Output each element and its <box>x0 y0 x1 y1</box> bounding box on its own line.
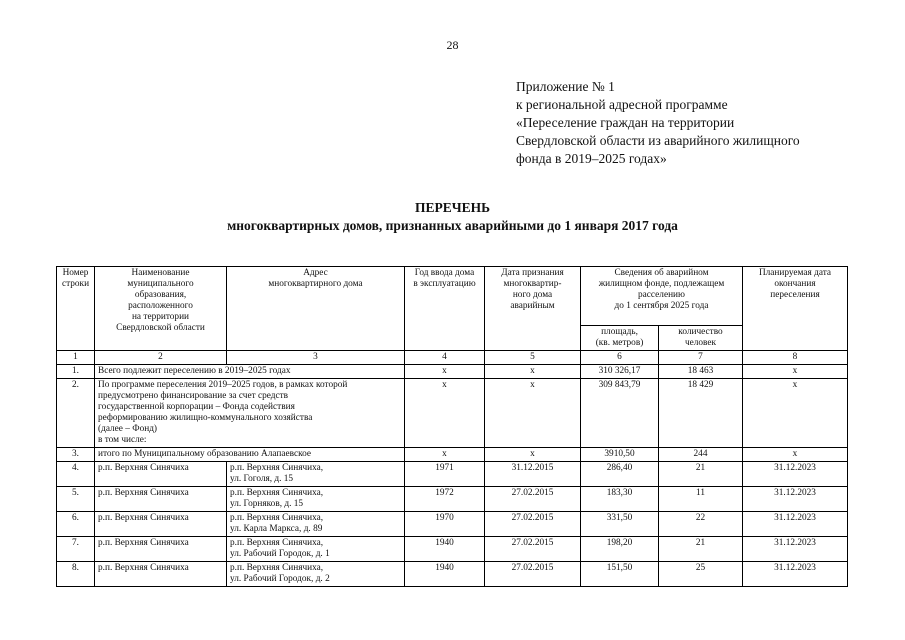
appendix-line: Свердловской области из аварийного жилищного <box>516 133 800 148</box>
cell-line: р.п. Верхняя Синячиха, <box>230 488 324 498</box>
header-people: количество человек <box>659 326 743 351</box>
cell-line: (далее – Фонд) <box>98 424 158 434</box>
planned-date-cell: 31.12.2023 <box>743 562 848 587</box>
column-number: 2 <box>95 351 227 365</box>
area-cell: 198,20 <box>581 537 659 562</box>
summary-description <box>95 448 405 462</box>
cell-line: ул. Гоголя, д. 15 <box>230 474 294 484</box>
area-cell: 309 843,79 <box>581 379 659 448</box>
people-cell: 21 <box>659 537 743 562</box>
header-municipality: Наименование муниципального образования, расположенного на территории Свердловской области <box>95 267 227 351</box>
address-cell <box>227 462 405 487</box>
people-cell: 25 <box>659 562 743 587</box>
recognition-date-cell: 27.02.2015 <box>485 512 581 537</box>
people-cell: 21 <box>659 462 743 487</box>
title-line-2: многоквартирных домов, признанных аварийными до 1 января 2017 года <box>227 218 678 233</box>
housing-register-table <box>56 266 848 587</box>
planned-date-cell: 31.12.2023 <box>743 537 848 562</box>
header-year: Год ввода дома в эксплуатацию <box>405 267 485 351</box>
year-cell: х <box>405 365 485 379</box>
row-number: 5. <box>57 487 95 512</box>
header-address: Адрес многоквартирного дома <box>227 267 405 351</box>
appendix-line: фонда в 2019–2025 годах» <box>516 151 667 166</box>
row-number: 7. <box>57 537 95 562</box>
recognition-date-cell: х <box>485 365 581 379</box>
people-cell: 18 429 <box>659 379 743 448</box>
cell-line: реформированию жилищно-коммунального хозяйства <box>98 413 313 423</box>
house-row <box>57 487 848 512</box>
planned-date-cell: х <box>743 379 848 448</box>
recognition-date-cell: 27.02.2015 <box>485 537 581 562</box>
summary-row <box>57 379 848 448</box>
row-number: 4. <box>57 462 95 487</box>
planned-date-cell: х <box>743 448 848 462</box>
cell-line: ул. Рабочий Городок, д. 2 <box>230 574 330 584</box>
title-line-1: ПЕРЕЧЕНЬ <box>414 200 491 215</box>
year-cell: х <box>405 448 485 462</box>
area-cell: 286,40 <box>581 462 659 487</box>
house-row <box>57 462 848 487</box>
recognition-date-cell: 27.02.2015 <box>485 487 581 512</box>
column-number-row <box>57 351 848 365</box>
summary-row <box>57 448 848 462</box>
recognition-date-cell: х <box>485 379 581 448</box>
column-number: 8 <box>743 351 848 365</box>
summary-row <box>57 365 848 379</box>
planned-date-cell: 31.12.2023 <box>743 462 848 487</box>
year-cell: 1970 <box>405 512 485 537</box>
header-row-number: Номер строки <box>57 267 95 351</box>
people-cell: 11 <box>659 487 743 512</box>
cell-line: итого по Муниципальному образованию Алапаевское <box>98 449 312 459</box>
people-cell: 22 <box>659 512 743 537</box>
row-number: 8. <box>57 562 95 587</box>
cell-line: ул. Рабочий Городок, д. 1 <box>230 549 330 559</box>
header-housing-info: Сведения об аварийном жилищном фонде, подлежащем расселению до 1 сентября 2025 года <box>581 267 743 326</box>
people-cell: 18 463 <box>659 365 743 379</box>
address-cell <box>227 512 405 537</box>
header-recognition-date: Дата признания многоквартир- ного дома аварийным <box>485 267 581 351</box>
address-cell <box>227 562 405 587</box>
row-number: 2. <box>57 379 95 448</box>
area-cell: 183,30 <box>581 487 659 512</box>
address-cell <box>227 487 405 512</box>
summary-description <box>95 379 405 448</box>
year-cell: 1940 <box>405 562 485 587</box>
area-cell: 310 326,17 <box>581 365 659 379</box>
cell-line: Всего подлежит переселению в 2019–2025 годах <box>98 366 291 376</box>
municipality-cell: р.п. Верхняя Синячиха <box>95 537 227 562</box>
appendix-line: «Переселение граждан на территории <box>516 115 735 130</box>
summary-description <box>95 365 405 379</box>
planned-date-cell: 31.12.2023 <box>743 487 848 512</box>
cell-line: р.п. Верхняя Синячиха, <box>230 563 324 573</box>
row-number: 1. <box>57 365 95 379</box>
cell-line: р.п. Верхняя Синячиха, <box>230 538 324 548</box>
cell-line: предусмотрено финансирование за счет средств <box>98 391 289 401</box>
municipality-cell: р.п. Верхняя Синячиха <box>95 487 227 512</box>
house-row <box>57 562 848 587</box>
cell-line: По программе переселения 2019–2025 годов, в рамках которой <box>98 380 348 390</box>
year-cell: 1972 <box>405 487 485 512</box>
appendix-block <box>516 78 896 168</box>
area-cell: 3910,50 <box>581 448 659 462</box>
cell-line: в том числе: <box>98 435 147 445</box>
cell-line: ул. Горняков, д. 15 <box>230 499 304 509</box>
page-number: 28 <box>446 38 459 52</box>
header-row <box>57 267 848 326</box>
row-number: 3. <box>57 448 95 462</box>
municipality-cell: р.п. Верхняя Синячиха <box>95 512 227 537</box>
appendix-line: к региональной адресной программе <box>516 97 728 112</box>
cell-line: ул. Карла Маркса, д. 89 <box>230 524 323 534</box>
column-number: 5 <box>485 351 581 365</box>
year-cell: 1940 <box>405 537 485 562</box>
address-cell <box>227 537 405 562</box>
column-number: 1 <box>57 351 95 365</box>
column-number: 4 <box>405 351 485 365</box>
recognition-date-cell: 31.12.2015 <box>485 462 581 487</box>
municipality-cell: р.п. Верхняя Синячиха <box>95 462 227 487</box>
column-number: 7 <box>659 351 743 365</box>
planned-date-cell: 31.12.2023 <box>743 512 848 537</box>
area-cell: 331,50 <box>581 512 659 537</box>
cell-line: р.п. Верхняя Синячиха, <box>230 463 324 473</box>
cell-line: государственной корпорации – Фонда содействия <box>98 402 295 412</box>
house-row <box>57 537 848 562</box>
row-number: 6. <box>57 512 95 537</box>
planned-date-cell: х <box>743 365 848 379</box>
recognition-date-cell: 27.02.2015 <box>485 562 581 587</box>
house-row <box>57 512 848 537</box>
area-cell: 151,50 <box>581 562 659 587</box>
column-number: 6 <box>581 351 659 365</box>
people-cell: 244 <box>659 448 743 462</box>
year-cell: 1971 <box>405 462 485 487</box>
document-title <box>0 199 905 235</box>
header-area: площадь, (кв. метров) <box>581 326 659 351</box>
recognition-date-cell: х <box>485 448 581 462</box>
municipality-cell: р.п. Верхняя Синячиха <box>95 562 227 587</box>
appendix-line: Приложение № 1 <box>516 79 615 94</box>
column-number: 3 <box>227 351 405 365</box>
header-planned-date: Планируемая дата окончания переселения <box>743 267 848 351</box>
cell-line: р.п. Верхняя Синячиха, <box>230 513 324 523</box>
year-cell: х <box>405 379 485 448</box>
